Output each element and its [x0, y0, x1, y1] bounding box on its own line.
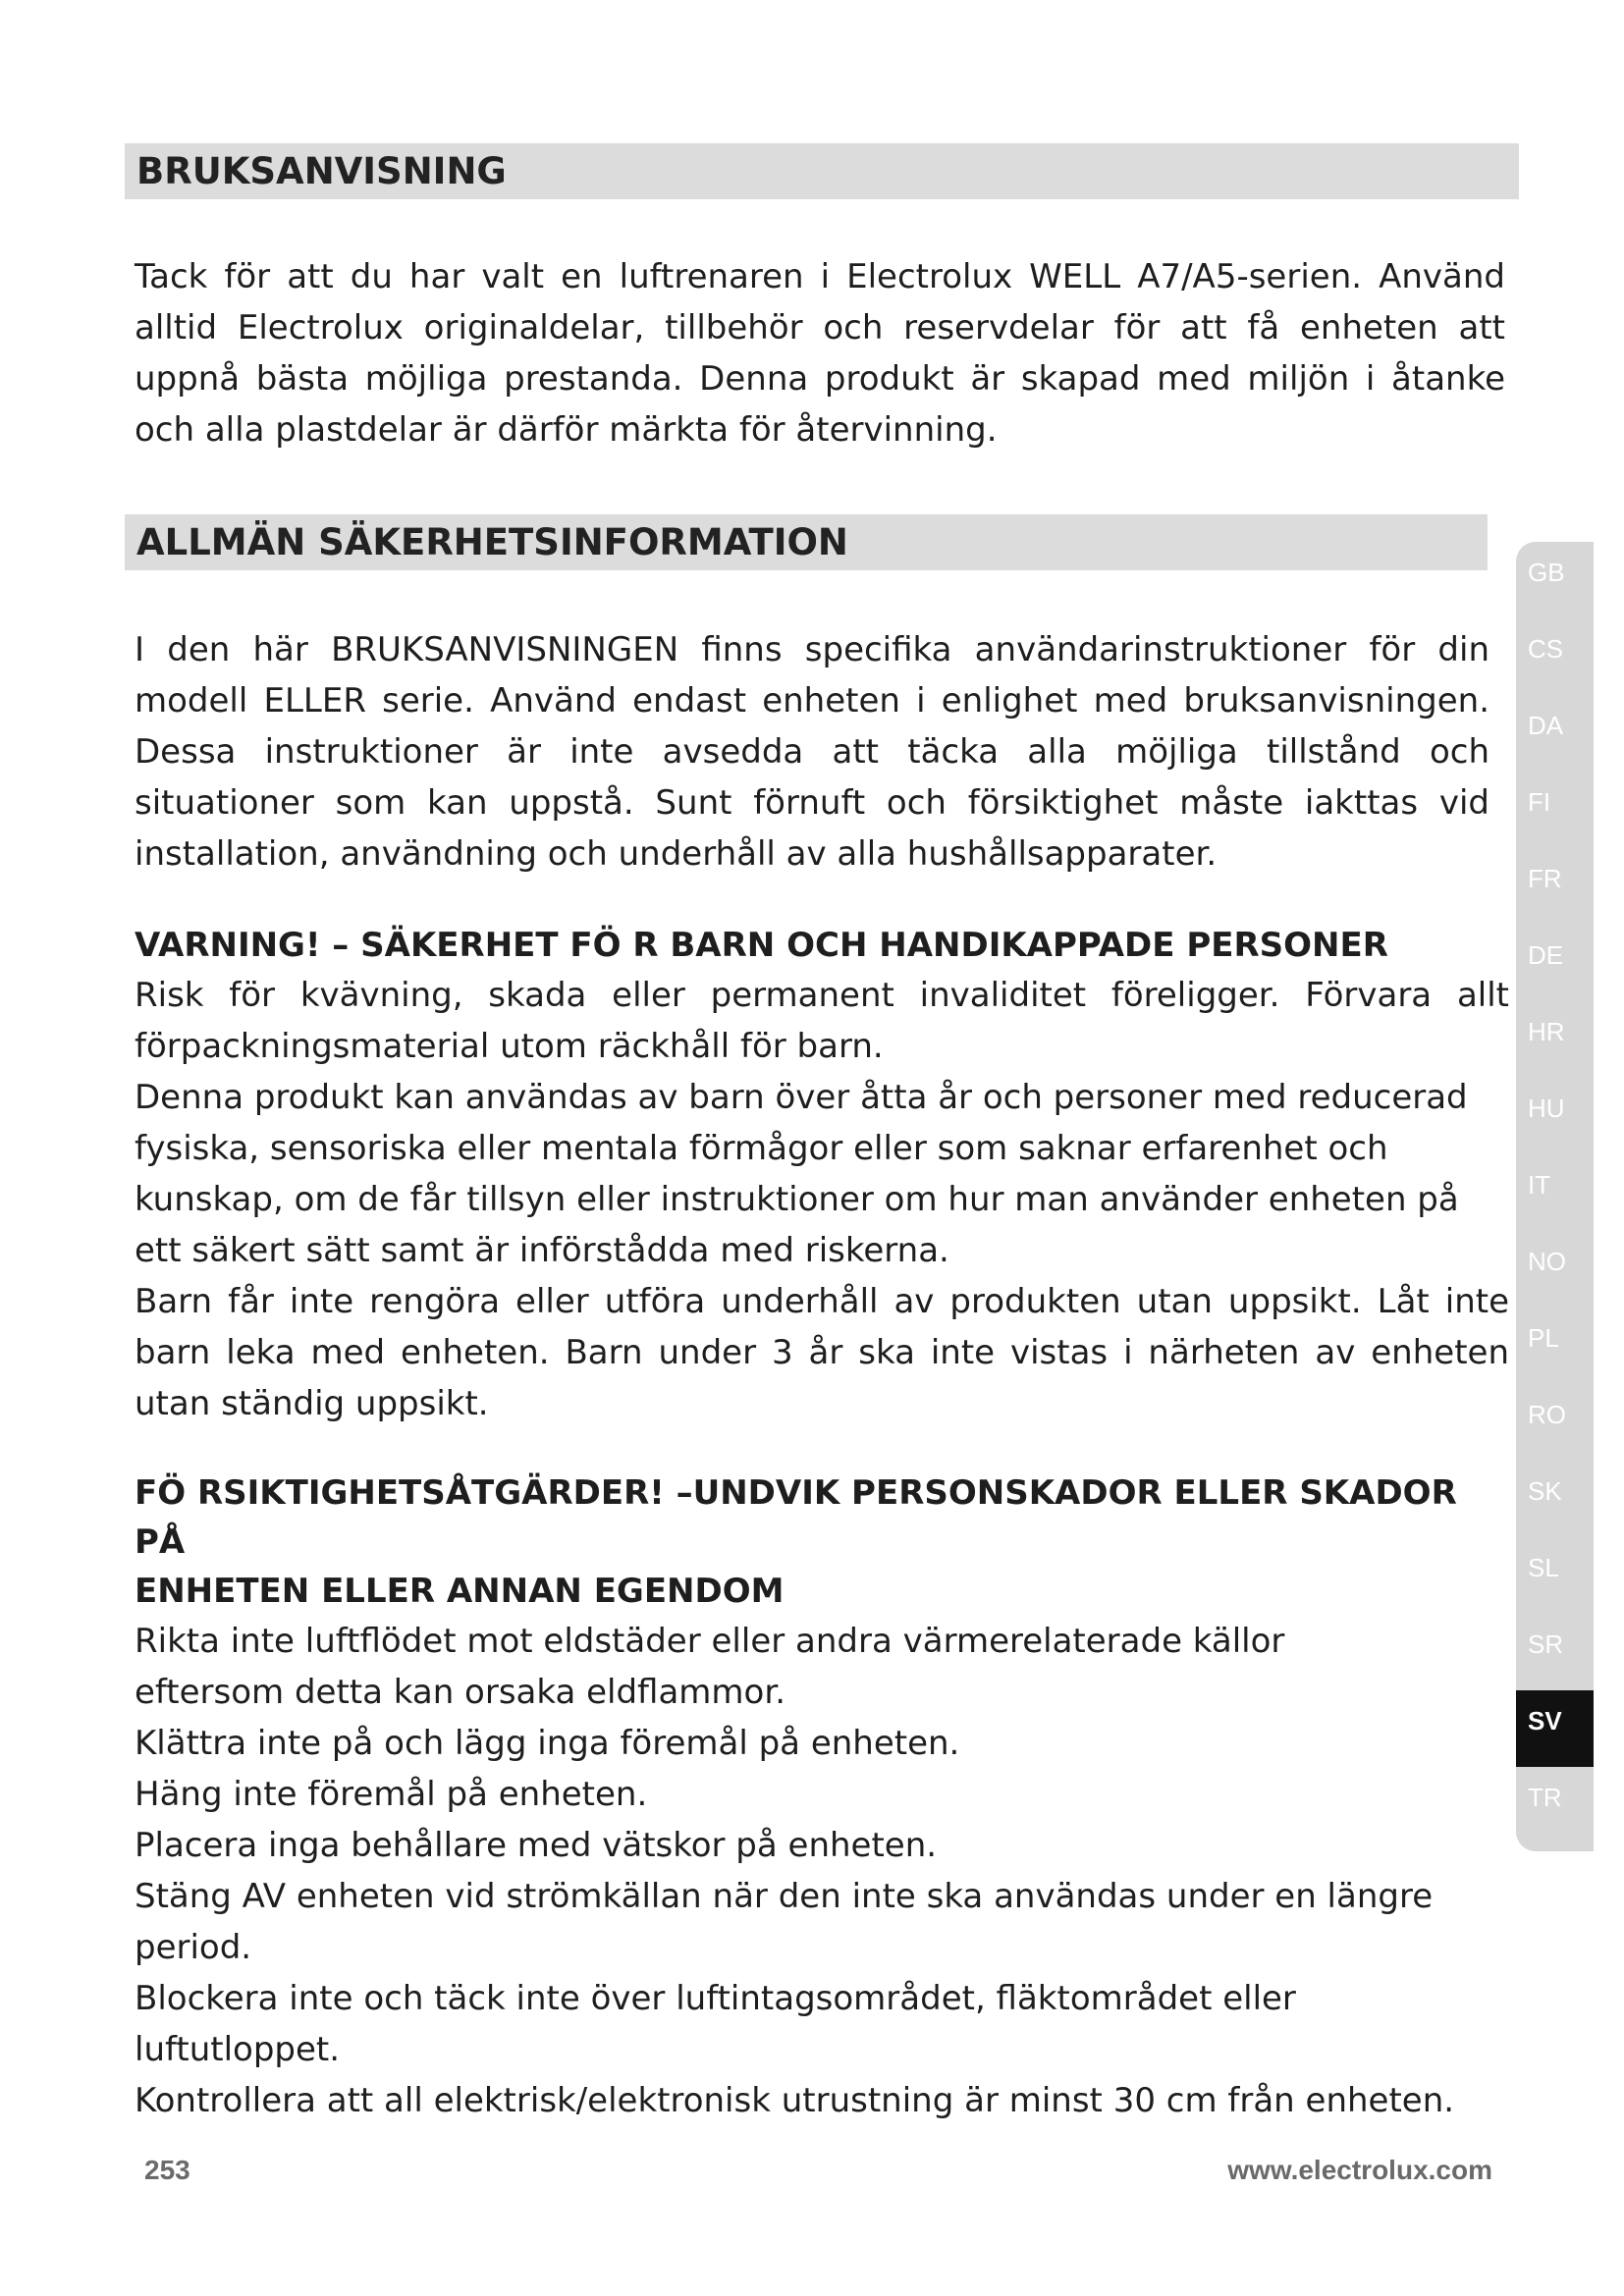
language-tab-sl[interactable]: SL — [1528, 1553, 1559, 1582]
language-tab-fr[interactable]: FR — [1528, 864, 1562, 893]
caution-line: Stäng AV enheten vid strömkällan när den inte ska användas under en längre — [135, 1877, 1434, 1916]
language-tab-it[interactable]: IT — [1528, 1170, 1551, 1200]
warning-paragraph-3: Barn får inte rengöra eller utföra underhåll av produkten utan uppsikt. Låt inte barn leka med enheten. Barn under 3 år ska inte vistas i närheten av enheten utan ständig uppsikt. — [135, 1282, 1509, 1423]
language-tab-gb[interactable]: GB — [1528, 558, 1565, 587]
safety-intro — [135, 624, 1489, 880]
page-number: 253 — [144, 2155, 190, 2185]
language-tab-hu[interactable]: HU — [1528, 1094, 1565, 1123]
language-tab-sr[interactable]: SR — [1528, 1629, 1564, 1659]
caution-line: Placera inga behållare med vätskor på enheten. — [135, 1826, 938, 1865]
section-title-safety: ALLMÄN SÄKERHETSINFORMATION — [125, 514, 1488, 570]
language-tab-cs[interactable]: CS — [1528, 634, 1564, 664]
warning-section — [135, 921, 1509, 1429]
caution-line: Rikta inte luftflödet mot eldstäder eller andra värmerelaterade källor — [135, 1622, 1285, 1661]
caution-line: Klättra inte på och lägg inga föremål på enheten. — [135, 1724, 960, 1763]
intro-paragraph — [135, 251, 1505, 455]
language-tab-hr[interactable]: HR — [1528, 1017, 1565, 1046]
warning-paragraph-1: Risk för kvävning, skada eller permanent invaliditet föreligger. Förvara allt förpackningsmaterial utom räckhåll för barn. — [135, 976, 1509, 1066]
caution-heading-line2: ENHETEN ELLER ANNAN EGENDOM — [135, 1572, 785, 1611]
section-title-bruksanvisning: BRUKSANVISNING — [125, 143, 1519, 199]
language-tab-fi[interactable]: FI — [1528, 787, 1551, 817]
safety-intro-text: I den här BRUKSANVISNINGEN finns specifika användarinstruktioner för din modell ELLER serie. Använd endast enheten i enlighet med bruksanvisningen. Dessa instruktioner är inte avsedda att täcka alla möjliga tillstånd och situationer som kan uppstå. Sunt förnuft och försiktighet måste iakttas vid installation, användning och underhåll av alla hushållsapparater. — [135, 630, 1489, 874]
caution-line: Häng inte föremål på enheten. — [135, 1775, 648, 1814]
caution-line: eftersom detta kan orsaka eldflammor. — [135, 1673, 786, 1712]
caution-section — [135, 1468, 1509, 2126]
language-tab-de[interactable]: DE — [1528, 940, 1564, 970]
caution-line: Blockera inte och täck inte över luftintagsområdet, fläktområdet eller luftutloppet. — [135, 1979, 1296, 2069]
warning-paragraph-2: Denna produkt kan användas av barn över åtta år och personer med reducerad fysiska, sensoriska eller mentala förmågor eller som saknar erfarenhet och kunskap, om de får tillsyn eller instruktioner om hur man använder enheten på ett säkert sätt samt är införstådda med riskerna. — [135, 1078, 1468, 1270]
warning-heading: VARNING! – SÄKERHET FÖ R BARN OCH HANDIKAPPADE PERSONER — [135, 926, 1388, 965]
caution-line: Kontrollera att all elektrisk/elektronisk utrustning är minst 30 cm från enheten. — [135, 2081, 1455, 2120]
intro-text: Tack för att du har valt en luftrenaren i Electrolux WELL A7/A5-serien. Använd alltid Electrolux originaldelar, tillbehör och reservdelar för att få enheten att uppnå bästa möjliga prestanda. Denna produkt är skapad med miljön i åtanke och alla plastdelar är därför märkta för återvinning. — [135, 257, 1505, 450]
language-tab-sv[interactable]: SV — [1516, 1690, 1594, 1767]
language-sidebar — [1516, 542, 1594, 1851]
language-tab-no[interactable]: NO — [1528, 1247, 1566, 1276]
caution-line: period. — [135, 1928, 252, 1967]
website-url: www.electrolux.com — [1227, 2155, 1492, 2185]
caution-heading-line1: FÖ RSIKTIGHETSÅTGÄRDER! –UNDVIK PERSONSKADOR ELLER SKADOR PÅ — [135, 1473, 1457, 1562]
language-tab-pl[interactable]: PL — [1528, 1323, 1559, 1353]
language-tab-da[interactable]: DA — [1528, 711, 1564, 740]
language-tab-tr[interactable]: TR — [1528, 1783, 1562, 1812]
language-tab-ro[interactable]: RO — [1528, 1400, 1566, 1429]
language-tab-sk[interactable]: SK — [1528, 1476, 1562, 1506]
